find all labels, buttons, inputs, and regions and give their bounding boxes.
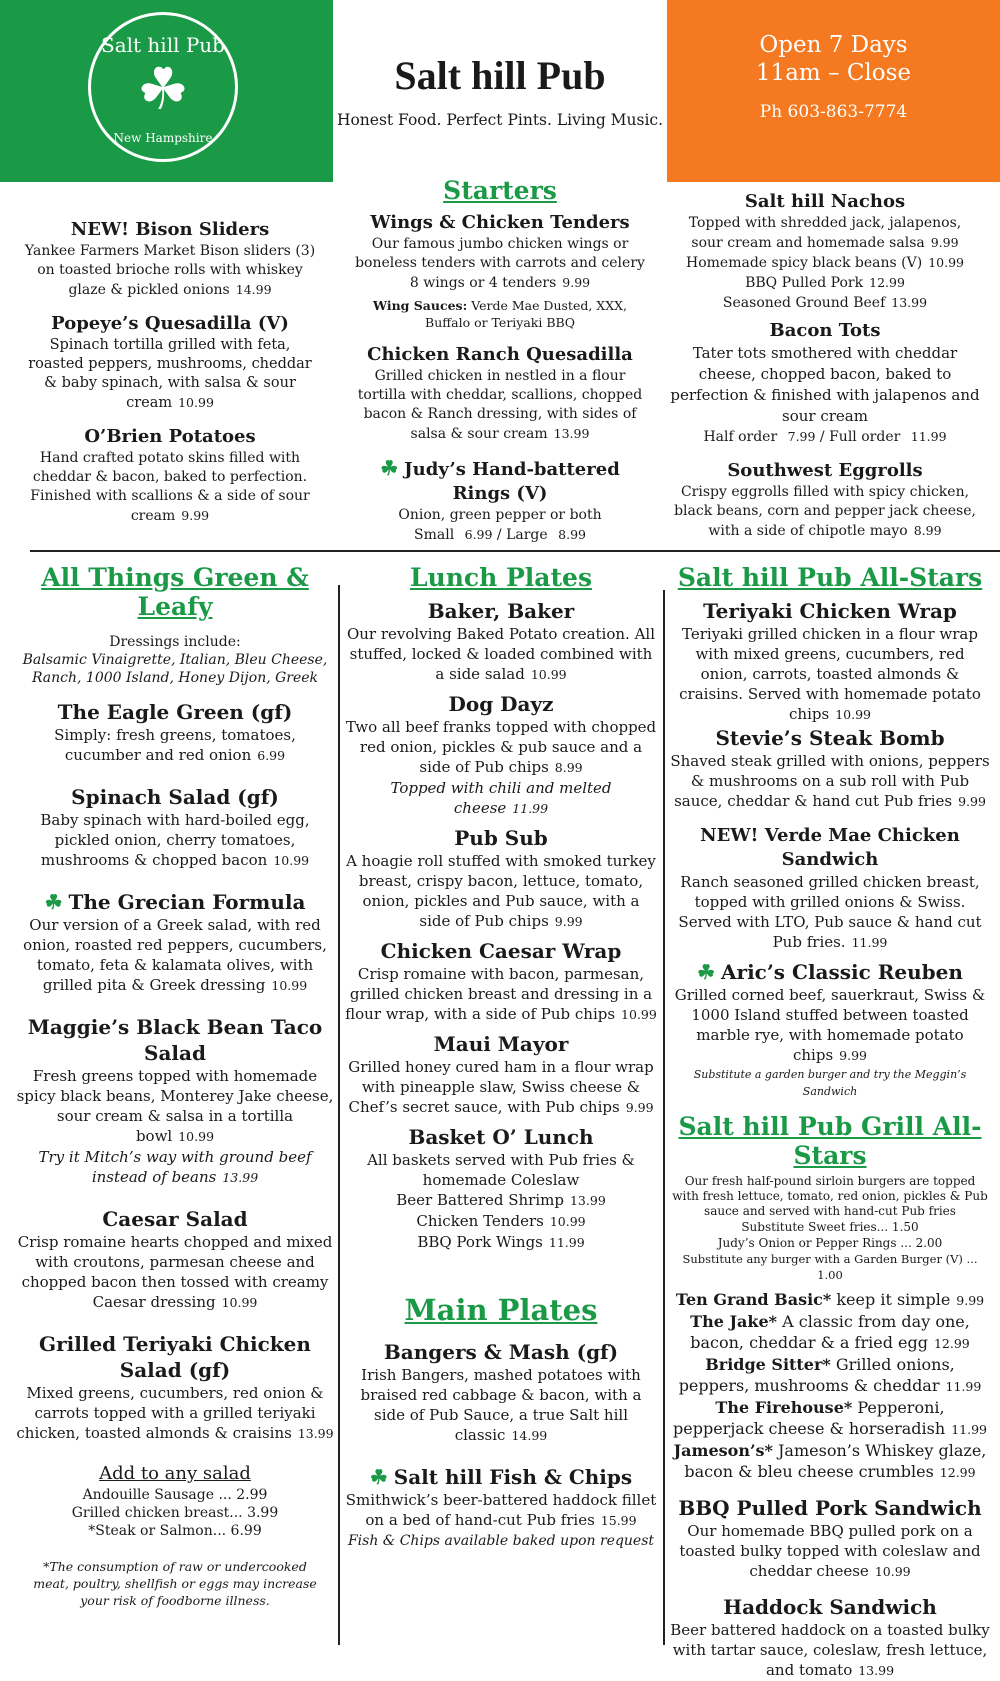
shamrock-icon: ☘ bbox=[380, 456, 399, 480]
item-price: 10.99 bbox=[835, 707, 871, 722]
section-title-main: Main Plates bbox=[404, 1293, 598, 1327]
item-price: 11.99 bbox=[910, 429, 947, 444]
menu-item bbox=[345, 691, 657, 819]
item-desc: Crisp romaine hearts chopped and mixed with croutons, parmesan cheese and chopped bacon then tossed with creamy Caesar dressing bbox=[17, 1233, 333, 1311]
item-name: Judy’s Hand-battered Rings (V) bbox=[404, 459, 620, 504]
item-name: Wings & Chicken Tenders bbox=[370, 212, 630, 233]
item-name: Chicken Caesar Wrap bbox=[380, 939, 622, 963]
item-price: 10.99 bbox=[549, 1214, 586, 1229]
menu-header bbox=[0, 0, 1000, 182]
menu-item bbox=[345, 1464, 657, 1551]
menu-item: Bacon Tots Tater tots smothered with cheddar cheese, chopped bacon, baked to perfection & finished with jalapenos and sour cream Half order 7.99 / Full order 11.99 bbox=[665, 319, 985, 447]
grill-sub: Substitute any burger with a Garden Burger (V) ... 1.00 bbox=[682, 1252, 978, 1282]
menu-item bbox=[350, 343, 650, 444]
menu-item bbox=[16, 1014, 334, 1188]
item-desc: Baby spinach with hard-boiled egg, pickled onion, cherry tomatoes, mushrooms & chopped bacon bbox=[40, 811, 310, 869]
item-name: Maggie’s Black Bean Taco Salad bbox=[27, 1015, 323, 1065]
starters-right-column bbox=[665, 190, 985, 541]
option-name: Beer Battered Shrimp bbox=[396, 1191, 564, 1209]
menu-item bbox=[20, 218, 320, 300]
item-price: 14.99 bbox=[511, 1428, 548, 1443]
size-large: Large bbox=[506, 527, 548, 543]
item-desc: Hand crafted potato skins filled with cheddar & bacon, baked to perfection. Finished with scallions & a side of sour cream bbox=[30, 450, 310, 524]
item-desc: Fresh greens topped with homemade spicy black beans, Monterey Jake cheese, sour cream & salsa in a tortilla bowl bbox=[16, 1067, 334, 1145]
item-name: Jameson’s* bbox=[673, 1441, 773, 1460]
option-name: Seasoned Ground Beef bbox=[722, 295, 886, 311]
item-desc: Grilled chicken in nestled in a flour tortilla with cheddar, scallions, chopped bacon & Ranch dressing, with sides of salsa & sour cream bbox=[357, 368, 643, 442]
page-title: Salt hill Pub bbox=[394, 53, 606, 98]
menu-item bbox=[345, 1124, 657, 1253]
item-name: Salt hill Nachos bbox=[744, 191, 906, 212]
item-price: 6.99 bbox=[464, 527, 493, 542]
item-price: 8.99 bbox=[913, 523, 942, 538]
section-title-lunch: Lunch Plates bbox=[409, 563, 593, 592]
item-price: 11.99 bbox=[945, 1379, 982, 1394]
item-desc: All baskets served with Pub fries & homemade Coleslaw bbox=[367, 1151, 635, 1189]
shamrock-icon: ☘ bbox=[44, 890, 63, 914]
item-price: 12.99 bbox=[939, 1465, 976, 1480]
grill-sub: Judy’s Onion or Pepper Rings ... 2.00 bbox=[717, 1236, 943, 1250]
option-name: BBQ Pulled Pork bbox=[745, 275, 864, 291]
item-price: 13.99 bbox=[891, 295, 928, 310]
shamrock-icon: ☘ bbox=[137, 55, 189, 123]
starters-left-column bbox=[20, 218, 320, 526]
menu-item bbox=[670, 725, 990, 812]
item-price: 11.99 bbox=[548, 1235, 585, 1250]
item-price: 8.99 bbox=[558, 527, 586, 542]
item-note: Substitute a garden burger and try the Meggin’s Sandwich bbox=[693, 1068, 967, 1098]
item-price: 9.99 bbox=[562, 275, 591, 290]
menu-item bbox=[20, 312, 320, 413]
item-price: 9.99 bbox=[958, 794, 986, 809]
item-detail: 8 wings or 4 tenders bbox=[409, 275, 557, 291]
section-title-allstars: Salt hill Pub All-Stars bbox=[677, 563, 983, 592]
item-price: 13.99 bbox=[569, 1193, 606, 1208]
item-desc: Pepperoni, pepperjack cheese & horseradish bbox=[673, 1398, 946, 1438]
menu-item bbox=[350, 211, 650, 331]
title-panel bbox=[333, 0, 667, 182]
item-name: Haddock Sandwich bbox=[723, 1595, 937, 1619]
item-note: Fish & Chips available baked upon request bbox=[347, 1533, 655, 1549]
menu-item bbox=[16, 699, 334, 766]
menu-item bbox=[16, 1331, 334, 1444]
menu-item bbox=[16, 1206, 334, 1313]
hours-times: 11am – Close bbox=[755, 60, 912, 86]
item-price: 13.99 bbox=[297, 1426, 334, 1441]
item-note: Topped with chili and melted cheese bbox=[390, 779, 612, 817]
section-title-starters: Starters bbox=[443, 176, 557, 205]
item-name: Bacon Tots bbox=[769, 320, 881, 341]
item-price: 9.99 bbox=[956, 1293, 985, 1308]
allstars-column bbox=[670, 563, 990, 1681]
menu-item: ☘ Judy’s Hand-battered Rings (V) Onion, green pepper or both Small 6.99 / Large 8.99 bbox=[350, 456, 650, 545]
burger-item bbox=[670, 1440, 990, 1483]
item-name: NEW! Verde Mae Chicken Sandwich bbox=[700, 825, 960, 870]
item-desc: Shaved steak grilled with onions, peppers & mushrooms on a sub roll with Pub sauce, cheddar & hand cut Pub fries bbox=[670, 752, 990, 810]
option-name: sour cream and homemade salsa bbox=[691, 235, 925, 251]
item-name: Teriyaki Chicken Wrap bbox=[703, 599, 957, 623]
logo-state: New Hampshire bbox=[113, 131, 213, 145]
item-name: Bangers & Mash (gf) bbox=[383, 1340, 619, 1364]
item-desc: Mixed greens, cucumbers, red onion & carrots topped with a grilled teriyaki chicken, toasted almonds & craisins bbox=[16, 1384, 324, 1442]
menu-item bbox=[345, 825, 657, 932]
salad-addons bbox=[16, 1462, 334, 1540]
item-desc: Two all beef franks topped with chopped red onion, pickles & pub sauce and a side of Pub chips bbox=[345, 718, 657, 776]
item-price: 10.99 bbox=[271, 978, 308, 993]
item-price: 10.99 bbox=[178, 395, 214, 410]
tagline: Honest Food. Perfect Pints. Living Music. bbox=[336, 111, 664, 129]
item-name: The Grecian Formula bbox=[68, 890, 306, 914]
item-name: The Eagle Green (gf) bbox=[57, 700, 293, 724]
item-desc: Grilled honey cured ham in a flour wrap with pineapple slaw, Swiss cheese & Chef’s secret sauce, with Pub chips bbox=[348, 1058, 654, 1116]
item-price: 11.99 bbox=[851, 935, 888, 950]
item-name: Popeye’s Quesadilla (V) bbox=[51, 313, 289, 334]
item-desc: Spinach tortilla grilled with feta, roasted peppers, mushrooms, cheddar & baby spinach, with salsa & sour cream bbox=[28, 337, 312, 411]
menu-item bbox=[670, 1495, 990, 1582]
logo-panel bbox=[0, 0, 333, 182]
item-desc: Our famous jumbo chicken wings or boneless tenders with carrots and celery bbox=[355, 236, 645, 271]
item-desc: Crispy eggrolls filled with spicy chicken, black beans, corn and pepper jack cheese, with a side of chipotle mayo bbox=[674, 484, 976, 539]
item-price: 13.99 bbox=[222, 1170, 259, 1185]
menu-item bbox=[16, 889, 334, 996]
item-price: 7.99 bbox=[787, 429, 816, 444]
item-price: 11.99 bbox=[512, 801, 549, 816]
item-price: 10.99 bbox=[178, 1129, 215, 1144]
item-desc: Our revolving Baked Potato creation. All stuffed, locked & loaded combined with a side salad bbox=[346, 625, 656, 683]
item-price: 9.99 bbox=[554, 914, 583, 929]
item-name: Caesar Salad bbox=[102, 1207, 248, 1231]
item-name: Maui Mayor bbox=[433, 1032, 569, 1056]
item-name: Grilled Teriyaki Chicken Salad (gf) bbox=[39, 1332, 311, 1382]
menu-item bbox=[345, 1031, 657, 1118]
menu-item bbox=[665, 190, 985, 313]
menu-item bbox=[345, 938, 657, 1025]
size-half: Half order bbox=[703, 429, 778, 445]
addon-item: Grilled chicken breast... 3.99 bbox=[71, 1505, 279, 1521]
item-desc: keep it simple bbox=[836, 1290, 951, 1309]
grill-intro: Our fresh half-pound sirloin burgers are topped with fresh lettuce, tomato, red onion, pickles & Pub sauce and served with hand-cut Pub fries bbox=[672, 1174, 988, 1218]
menu-item bbox=[345, 1339, 657, 1446]
section-divider bbox=[30, 550, 1000, 552]
starters-middle-column bbox=[350, 176, 650, 545]
item-price: 9.99 bbox=[839, 1048, 867, 1063]
option-name: BBQ Pork Wings bbox=[417, 1233, 543, 1251]
option-name: Chicken Tenders bbox=[416, 1212, 544, 1230]
hours-panel bbox=[667, 0, 1000, 182]
dressings-list: Balsamic Vinaigrette, Italian, Bleu Cheese, Ranch, 1000 Island, Honey Dijon, Greek bbox=[22, 652, 328, 686]
grill-sub: Substitute Sweet fries... 1.50 bbox=[741, 1220, 919, 1234]
menu-item bbox=[670, 1594, 990, 1681]
item-note: Try it Mitch’s way with ground beef instead of beans bbox=[38, 1148, 312, 1186]
item-desc: A classic from day one, bacon, cheddar & a fried egg bbox=[690, 1312, 970, 1352]
menu-item bbox=[670, 824, 990, 953]
item-name: Chicken Ranch Quesadilla bbox=[367, 344, 633, 365]
item-name: BBQ Pulled Pork Sandwich bbox=[678, 1496, 982, 1520]
size-full: Full order bbox=[829, 429, 901, 445]
greens-column bbox=[16, 563, 334, 1609]
item-name: The Firehouse* bbox=[715, 1398, 853, 1417]
menu-item bbox=[670, 598, 990, 725]
item-price: 14.99 bbox=[235, 282, 272, 297]
item-desc: Topped with shredded jack, jalapenos, bbox=[688, 215, 962, 231]
option-name: Homemade spicy black beans (V) bbox=[686, 255, 923, 271]
dressings-label: Dressings include: bbox=[109, 634, 241, 650]
burger-item bbox=[670, 1354, 990, 1397]
hours-days: Open 7 Days bbox=[759, 32, 908, 58]
item-name: NEW! Bison Sliders bbox=[70, 219, 270, 240]
item-name: Stevie’s Steak Bomb bbox=[715, 726, 945, 750]
item-price: 15.99 bbox=[600, 1513, 637, 1528]
burger-item bbox=[670, 1397, 990, 1440]
item-price: 10.99 bbox=[273, 853, 310, 868]
item-name: Baker, Baker bbox=[427, 599, 575, 623]
phone-number: Ph 603-863-7774 bbox=[759, 102, 908, 122]
item-name: O’Brien Potatoes bbox=[84, 426, 256, 447]
item-name: Bridge Sitter* bbox=[705, 1355, 831, 1374]
addon-item: Andouille Sausage ... 2.99 bbox=[82, 1487, 268, 1503]
item-name: Southwest Eggrolls bbox=[727, 460, 923, 481]
item-desc: Grilled corned beef, sauerkraut, Swiss & 1000 Island stuffed between toasted marble rye, with homemade potato chips bbox=[674, 986, 986, 1064]
size-small: Small bbox=[414, 527, 455, 543]
item-name: Basket O’ Lunch bbox=[408, 1125, 594, 1149]
item-price: 10.99 bbox=[928, 255, 964, 270]
item-desc: Beer battered haddock on a toasted bulky with tartar sauce, coleslaw, fresh lettuce, and tomato bbox=[670, 1621, 990, 1679]
menu-item bbox=[16, 784, 334, 871]
lunch-column bbox=[345, 563, 657, 1551]
item-price: 9.99 bbox=[930, 235, 959, 250]
menu-item bbox=[20, 425, 320, 526]
item-name: Salt hill Fish & Chips bbox=[393, 1465, 633, 1489]
pub-logo bbox=[88, 12, 238, 162]
item-desc: Irish Bangers, mashed potatoes with braised red cabbage & bacon, with a side of Pub Sauce, a true Salt hill classic bbox=[360, 1366, 642, 1444]
item-desc: Jameson’s Whiskey glaze, bacon & bleu cheese crumbles bbox=[684, 1441, 987, 1481]
burger-item bbox=[670, 1311, 990, 1354]
item-price: 10.99 bbox=[221, 1295, 258, 1310]
item-desc: Simply: fresh greens, tomatoes, cucumber and red onion bbox=[54, 726, 296, 764]
section-title-grill: Salt hill Pub Grill All-Stars bbox=[678, 1112, 982, 1170]
menu-item bbox=[345, 598, 657, 685]
column-divider bbox=[338, 585, 340, 1645]
item-desc: Tater tots smothered with cheddar cheese, chopped bacon, baked to perfection & finished with jalapenos and sour cream bbox=[670, 344, 980, 425]
item-price: 13.99 bbox=[553, 426, 590, 441]
burger-item bbox=[670, 1289, 990, 1311]
item-name: The Jake* bbox=[690, 1312, 778, 1331]
item-price: 6.99 bbox=[257, 748, 286, 763]
item-name: Spinach Salad (gf) bbox=[71, 785, 279, 809]
item-price: 9.99 bbox=[181, 508, 210, 523]
addon-item: *Steak or Salmon... 6.99 bbox=[88, 1523, 262, 1539]
item-desc: Our homemade BBQ pulled pork on a toasted bulky topped with coleslaw and cheddar cheese bbox=[679, 1522, 981, 1580]
item-price: 13.99 bbox=[858, 1663, 895, 1678]
item-price: 12.99 bbox=[869, 275, 905, 290]
item-desc: Teriyaki grilled chicken in a flour wrap with mixed greens, cucumbers, red onion, carrots, toasted almonds & craisins. Served with homemade potato chips bbox=[679, 625, 981, 723]
menu-item bbox=[670, 959, 990, 1100]
sauce-list: Verde Mae Dusted, XXX, Buffalo or Teriyaki BBQ bbox=[425, 298, 627, 330]
addons-title: Add to any salad bbox=[99, 1463, 251, 1484]
section-title-greens: All Things Green & Leafy bbox=[41, 563, 309, 621]
item-price: 11.99 bbox=[951, 1422, 987, 1437]
item-desc: Grilled onions, peppers, mushrooms & cheddar bbox=[678, 1355, 955, 1395]
sauce-label: Wing Sauces: bbox=[373, 298, 468, 313]
item-price: 12.99 bbox=[933, 1336, 970, 1351]
item-name: Ten Grand Basic* bbox=[675, 1290, 832, 1309]
logo-name: Salt hill Pub bbox=[101, 33, 225, 57]
item-desc: Onion, green pepper or both bbox=[398, 507, 602, 523]
menu-item bbox=[665, 459, 985, 541]
column-divider bbox=[663, 590, 665, 1645]
shamrock-icon: ☘ bbox=[369, 1465, 388, 1489]
item-name: Dog Dayz bbox=[448, 692, 554, 716]
item-desc: Yankee Farmers Market Bison sliders (3) on toasted brioche rolls with whiskey glaze & pickled onions bbox=[24, 243, 316, 298]
item-desc: Crisp romaine with bacon, parmesan, grilled chicken breast and dressing in a flour wrap, with a side of Pub chips bbox=[345, 965, 653, 1023]
health-warning: *The consumption of raw or undercooked meat, poultry, shellfish or eggs may increase your risk of foodborne illness. bbox=[33, 1559, 317, 1608]
item-price: 10.99 bbox=[530, 667, 567, 682]
item-desc: Our version of a Greek salad, with red onion, roasted red peppers, cucumbers, tomato, feta & kalamata olives, with grilled pita & Greek dressing bbox=[23, 916, 327, 994]
item-desc: A hoagie roll stuffed with smoked turkey breast, crispy bacon, lettuce, tomato, onion, pickles and Pub sauce, with a side of Pub chips bbox=[346, 852, 656, 930]
item-desc: Ranch seasoned grilled chicken breast, topped with grilled onions & Swiss. Served with LTO, Pub sauce & hand cut Pub fries. bbox=[678, 873, 982, 951]
item-price: 10.99 bbox=[874, 1564, 911, 1579]
item-name: Pub Sub bbox=[454, 826, 548, 850]
shamrock-icon: ☘ bbox=[697, 960, 716, 984]
item-price: 10.99 bbox=[621, 1007, 657, 1022]
item-desc: Smithwick’s beer-battered haddock fillet on a bed of hand-cut Pub fries bbox=[345, 1491, 657, 1529]
item-price: 9.99 bbox=[625, 1100, 654, 1115]
item-name: Aric’s Classic Reuben bbox=[721, 960, 963, 984]
item-price: 8.99 bbox=[554, 760, 583, 775]
